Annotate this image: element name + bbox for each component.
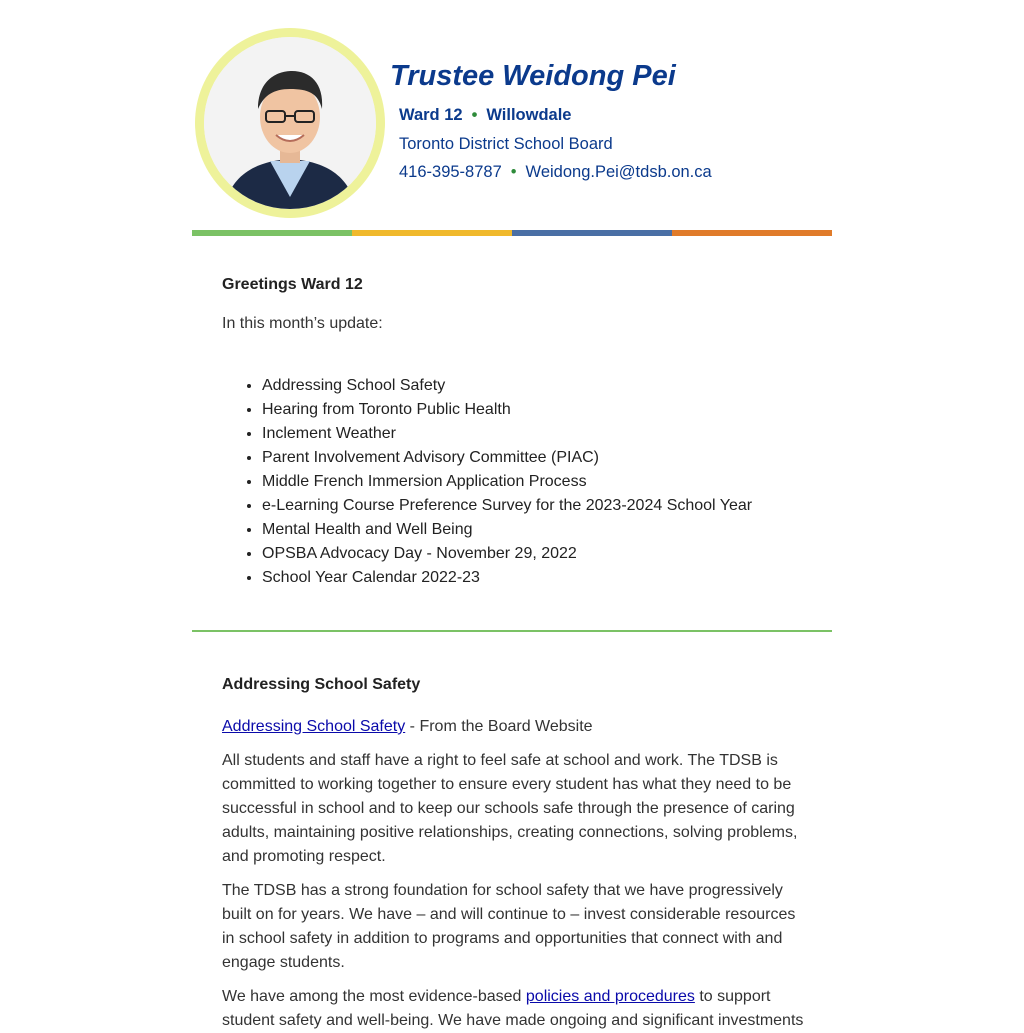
list-item: • School Year Calendar 2022-23 [262, 566, 752, 590]
source-line [222, 715, 593, 739]
avatar-ring [195, 28, 385, 218]
color-bar [192, 230, 832, 236]
avatar [204, 37, 376, 209]
list-item: • e-Learning Course Preference Survey for the 2023-2024 School Year [262, 494, 752, 518]
update-list [222, 374, 752, 590]
trustee-photo [204, 37, 376, 209]
separator-dot: • [471, 106, 478, 124]
list-item: • Parent Involvement Advisory Committee (PIAC) [262, 446, 752, 470]
list-item: • Mental Health and Well Being [262, 518, 752, 542]
greeting: Greetings Ward 12 [222, 276, 363, 293]
list-item: • Middle French Immersion Application Process [262, 470, 752, 494]
color-bar-yellow [352, 230, 512, 236]
paragraph [222, 985, 812, 1033]
phone-number[interactable]: 416-395-8787 [399, 163, 502, 181]
safety-link[interactable]: Addressing School Safety [222, 718, 406, 735]
intro-section [222, 276, 802, 586]
paragraph-text: to support student safety and well-being. We have made ongoing and significant investments [222, 988, 804, 1029]
color-bar-green [192, 230, 352, 236]
list-item: • Addressing School Safety [262, 374, 752, 398]
ward-area: Willowdale [486, 106, 572, 124]
paragraph: All students and staff have a right to feel safe at school and work. The TDSB is committed to working together to ensure every student has what they need to be successful in school and to keep our schools safe through the presence of caring adults, maintaining positive relationships, creating connections, solving problems, and promoting respect. [222, 752, 798, 865]
page-title: Trustee Weidong Pei [390, 60, 676, 92]
paragraph-text: We have among the most evidence-based [222, 988, 526, 1005]
contact-line [399, 163, 712, 182]
policies-link[interactable]: policies and procedures [525, 988, 695, 1005]
board-name: Toronto District School Board [399, 135, 613, 153]
separator-dot: • [510, 163, 517, 181]
intro-lead: In this month’s update: [222, 315, 383, 332]
ward-line [399, 106, 571, 125]
list-item: • Inclement Weather [262, 422, 752, 446]
section-divider [192, 630, 832, 632]
source-suffix: - From the Board Website [405, 718, 593, 735]
color-bar-orange [672, 230, 832, 236]
list-item: • Hearing from Toronto Public Health [262, 398, 752, 422]
ward-label: Ward 12 [399, 106, 463, 124]
list-item: • OPSBA Advocacy Day - November 29, 2022 [262, 542, 752, 566]
email-address[interactable]: Weidong.Pei@tdsb.on.ca [525, 163, 712, 181]
safety-section [222, 676, 804, 1029]
section-heading: Addressing School Safety [222, 676, 421, 693]
color-bar-blue [512, 230, 672, 236]
paragraph: The TDSB has a strong foundation for school safety that we have progressively built on for years. We have – and will continue to – invest considerable resources in school safety in addition to programs and opportunities that connect with and engage students. [222, 882, 796, 971]
